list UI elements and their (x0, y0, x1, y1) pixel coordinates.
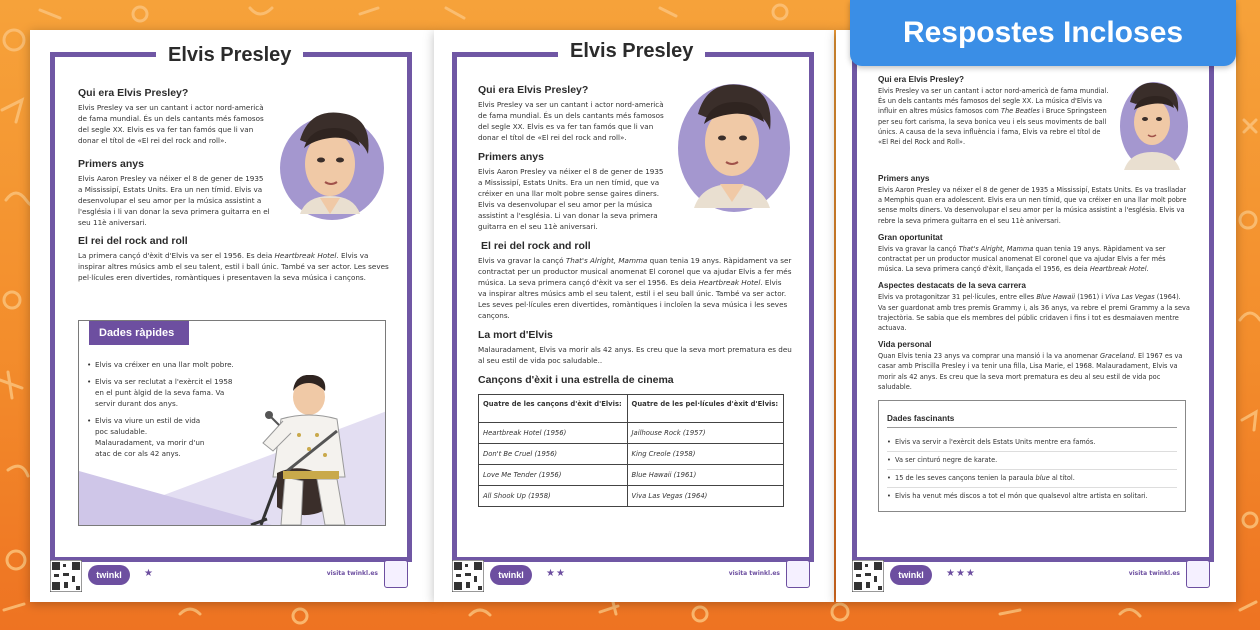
section-text: Elvis va gravar la cançó That's Alright, Mamma quan tenia 19 anys. Ràpidament va ser contractat per un productor musical anomenat El coronel que va ajudar Elvis a fer més música. La seva primera cançó d'èxit, llançada el 1956, es deia Heartbreak Hotel. (878, 244, 1166, 274)
worksheet-page-1 (30, 30, 434, 602)
page-content (878, 68, 1190, 512)
page-footer (452, 560, 814, 590)
table-header: Quatre de les cançons d'èxit d'Elvis: (479, 395, 628, 423)
fun-facts-box (878, 400, 1186, 512)
quality-badge-icon (384, 560, 408, 588)
hits-table (478, 394, 784, 507)
section-text: Elvis va protagonitzar 31 pel·lícules, entre elles Blue Hawaii (1961) i Viva Las Vegas (1964). Va ser guardonat amb tres premis Grammy i, als 36 anys, va rebre el premi Grammy a la seva trajectòria. Se sabia que els membres del públic cridaven i fins i tot es desmaiaven mentre actuava. (878, 293, 1190, 333)
table-cell: Viva Las Vegas (1964) (627, 486, 783, 507)
page-footer (852, 560, 1214, 590)
visit-link[interactable]: visita twinkl.es (728, 570, 780, 577)
section-heading: Gran oportunitat (878, 232, 943, 242)
fun-facts-list (887, 434, 1177, 505)
quality-badge-icon (1186, 560, 1210, 588)
twinkl-logo: twinkl (88, 565, 130, 585)
section-text: Elvis Aaron Presley va néixer el 8 de gener de 1935 a Mississipí, Estats Units. Es va traslladar a Memphis quan era adolescent. Elvis era un nen tímid, que va créixer en una llar molt pobre sense molts diners. Va desenvolupar el seu amor per la música assistint a l'església. Elvis va rebre la seva primera guitarra en el seu 11è aniversari. (878, 186, 1187, 225)
difficulty-stars: ★★★ (946, 568, 976, 579)
section-heading: Qui era Elvis Presley? (78, 87, 189, 99)
elvis-portrait-illustration (270, 102, 390, 222)
list-item: • Elvis va viure un estil de vida poc saludable. Malauradament, va morir d'un atac de cor als 42 anys. (87, 415, 207, 459)
page-footer (50, 560, 412, 590)
quick-facts-title: Dades ràpides (89, 321, 189, 345)
table-row (479, 444, 784, 465)
quick-facts-box (78, 320, 386, 526)
section-heading: Primers anys (478, 151, 544, 163)
section-text: Elvis va gravar la cançó That's Alright, Mamma quan tenia 19 anys. Ràpidament va ser contractat per un productor musical anomenat El coronel que va ajudar Elvis a fer més música. La seva primera cançó d'èxit va ser el 1956. Es deia Heartbreak Hotel. Elvis va inspirar altres músics amb el seu talent, estil i el seu ball únic. També va ser actor. Les seves pel·lícules eren divertides, romàntiques i incloïen la seva música i les seves cançons. (478, 256, 792, 320)
table-cell: Jailhouse Rock (1957) (627, 423, 783, 444)
section-heading: La mort d'Elvis (478, 329, 553, 341)
list-item: • Elvis ha venut més discos a tot el món que qualsevol altre artista en solitari. (887, 488, 1177, 505)
section-heading: Vida personal (878, 340, 932, 350)
table-cell: All Shook Up (1958) (479, 486, 628, 507)
section-text: Elvis Aaron Presley va néixer el 8 de gener de 1935 a Mississipí, Estats Units. Era un nen tímid, que va créixer en una llar molt pobre sense gaires diners. Elvis va desenvolupar el seu amor per la música assistint a l'església. Li van donar la seva primera guitarra en el seu 11è aniversari. (478, 167, 664, 231)
section-text: Elvis Presley va ser un cantant i actor nord-americà de fama mundial. És un dels cantants més famosos del segle XX. Elvis es va fer tan famós que li van donar el títol de «El rei del rock and roll». (478, 100, 664, 142)
list-item: • Elvis va créixer en una llar molt pobre. (87, 359, 247, 370)
page-content (78, 80, 390, 283)
quality-badge-icon (786, 560, 810, 588)
page-title: Elvis Presley (558, 40, 705, 63)
table-cell: Blue Hawaii (1961) (627, 465, 783, 486)
visit-link[interactable]: visita twinkl.es (1128, 570, 1180, 577)
list-item: • 15 de les seves cançons tenien la paraula blue al títol. (887, 470, 1177, 488)
answers-included-banner: Respostes Incloses (850, 0, 1236, 66)
table-cell: Love Me Tender (1956) (479, 465, 628, 486)
table-header: Quatre de les pel·lícules d'èxit d'Elvis: (627, 395, 783, 423)
visit-link[interactable]: visita twinkl.es (326, 570, 378, 577)
section-heading: Qui era Elvis Presley? (878, 75, 965, 84)
section-heading: Aspectes destacats de la seva carrera (878, 281, 1026, 291)
list-item: • Va ser cinturó negre de karate. (887, 452, 1177, 470)
page-title: Elvis Presley (156, 44, 303, 67)
section-heading: El rei del rock and roll (78, 235, 188, 247)
elvis-portrait-illustration (1110, 74, 1190, 174)
section-text: Quan Elvis tenia 23 anys va comprar una mansió i la va anomenar Graceland. El 1967 es va casar amb Priscilla Presley i va tenir una filla, Lisa Marie, el 1968. Malauradament, Elvis va morir als 42 anys. Es creu que la seva mort prematura es deu al seu estil de vida poc saludable. (878, 352, 1183, 391)
elvis-portrait-illustration (668, 74, 792, 214)
quick-facts-list (87, 359, 237, 465)
list-item: • Elvis va servir a l'exèrcit dels Estats Units mentre era famós. (887, 434, 1177, 452)
elvis-singing-illustration (221, 375, 381, 525)
difficulty-stars: ★ (144, 568, 154, 579)
section-heading: Primers anys (78, 158, 144, 170)
section-heading: Cançons d'èxit i una estrella de cinema (478, 374, 674, 386)
difficulty-stars: ★★ (546, 568, 566, 579)
divider (887, 427, 1177, 428)
table-cell: Heartbreak Hotel (1956) (479, 423, 628, 444)
section-heading: Qui era Elvis Presley? (478, 84, 589, 96)
section-text: Malauradament, Elvis va morir als 42 anys. Es creu que la seva mort prematura es deu al seu estil de vida poc saludable.. (478, 345, 792, 365)
section-heading: El rei del rock and roll (481, 240, 591, 252)
table-cell: King Creole (1958) (627, 444, 783, 465)
table-cell: Don't Be Cruel (1956) (479, 444, 628, 465)
qr-code-icon (50, 560, 82, 592)
section-text: Elvis Presley va ser un cantant i actor nord-americà de fama mundial. És un dels cantants més famosos del segle XX. Elvis es va fer tan famós que li van donar el títol de «El rei del rock and roll». (78, 103, 264, 145)
twinkl-logo: twinkl (890, 565, 932, 585)
table-row (479, 465, 784, 486)
fun-facts-title: Dades fascinants (887, 414, 955, 424)
section-heading: Primers anys (878, 174, 930, 183)
table-row (479, 486, 784, 507)
section-text: Elvis Aaron Presley va néixer el 8 de gener de 1935 a Mississipí, Estats Units. Era un nen tímid. Elvis va desenvolupar el seu amor per la música assistint a l'església i li van donar la seva primera guitarra en el seu 11è aniversari. (78, 174, 270, 227)
section-text: Elvis Presley va ser un cantant i actor nord-americà de fama mundial. És un dels cantants més famosos del segle XX. La música d'Elvis va influir en altres músics famosos com The Beatles i Bruce Springsteen per seu fort carisma, la seva bonica veu i els seus moviments de ball únics. A causa de la seva influència i fama, Elvis va rebre el títol de «El Rei del Rock and Roll». (878, 87, 1109, 147)
qr-code-icon (852, 560, 884, 592)
worksheet-page-2 (434, 30, 834, 602)
qr-code-icon (452, 560, 484, 592)
table-row (479, 423, 784, 444)
list-item: • Elvis va ser reclutat a l'exèrcit el 1958 en el punt àlgid de la seva fama. Va servir durant dos anys. (87, 376, 237, 409)
twinkl-logo: twinkl (490, 565, 532, 585)
page-content (478, 76, 792, 507)
worksheet-page-3 (836, 30, 1236, 602)
section-text: La primera cançó d'èxit d'Elvis va ser el 1956. Es deia Heartbreak Hotel. Elvis va inspirar altres músics amb el seu talent, estil i ball únic. També va ser actor. Les seves pel·lícules eren divertides, romàntiques i presentaven la seva música i cançons. (78, 251, 389, 282)
